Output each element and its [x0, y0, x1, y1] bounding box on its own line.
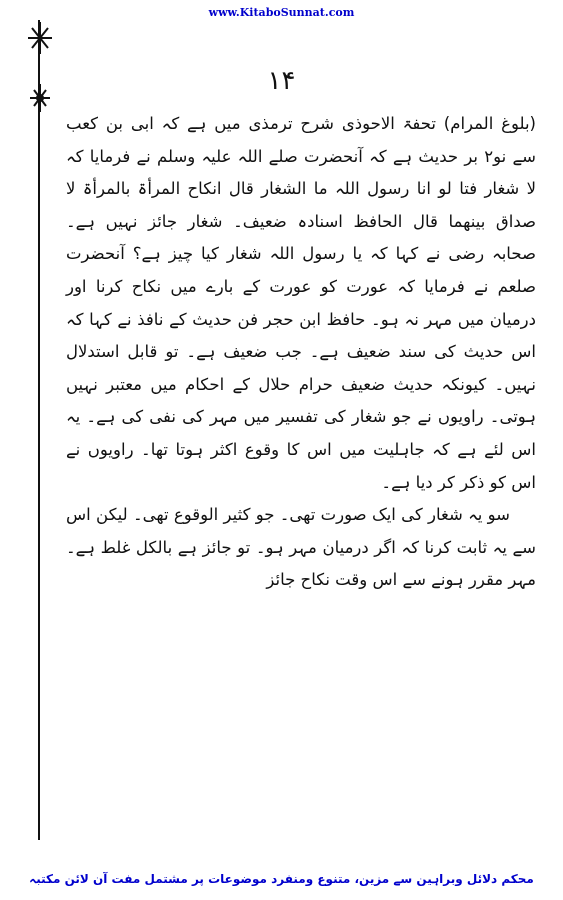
page-number: ۱۴: [267, 66, 296, 96]
site-url[interactable]: www.KitaboSunnat.com: [208, 6, 355, 19]
footer-tagline: محکم دلائل وبراہین سے مزین، متنوع ومنفرد موضوعات پر مشتمل مفت آن لائن مکتبہ: [29, 872, 534, 886]
margin-flourish-icon: [20, 18, 60, 58]
paragraph: (بلوغ المرام) تحفۃ الاحوذی شرح ترمذی میں ہے کہ ابی بن کعب سے نو۲ بر حدیث ہے کہ آنحضرت صلے اللہ علیہ وسلم نے فرمایا کہ لا شغار فتا لو انا رسول اللہ ما الشغار قال انکاح المرأۃ بالمرأۃ لا صداق بینھما قال الحافظ اسنادہ ضعیف۔ شغار جائز نہیں ہے۔ صحابہ رضی نے کہا کہ یا رسول اللہ شغار کیا چیز ہے؟ آنحضرت صلعم نے فرمایا کہ عورت کو عورت کے بارے میں نکاح کرنا اور درمیان میں مہر نہ ہو۔ حافظ ابن حجر فن حدیث کے نافذ نے کہا کہ اس حدیث کی سند ضعیف ہے۔ جب ضعیف ہے۔ تو قابل استدلال نہیں۔ کیونکہ حدیث ضعیف حرام حلال کے احکام میں معتبر نہیں ہوتی۔ راویوں نے جو شغار کی تفسیر میں مہر کی نفی کی ہے۔ یہ اس لئے ہے کہ جاہلیت میں اس کا وقوع اکثر ہوتا تھا۔ راویوں نے اس کو ذکر کر دیا ہے۔: [66, 114, 536, 492]
body-text: [66, 108, 536, 838]
margin-line: [38, 20, 40, 840]
paragraph: سو یہ شغار کی ایک صورت تھی۔ جو کثیر الوقوع تھی۔ لیکن اس سے یہ ثابت کرنا کہ اگر درمیان مہر ہو۔ تو جائز ہے بالکل غلط ہے۔ مہر مقرر ہونے سے اس وقت نکاح جائز: [66, 505, 536, 590]
